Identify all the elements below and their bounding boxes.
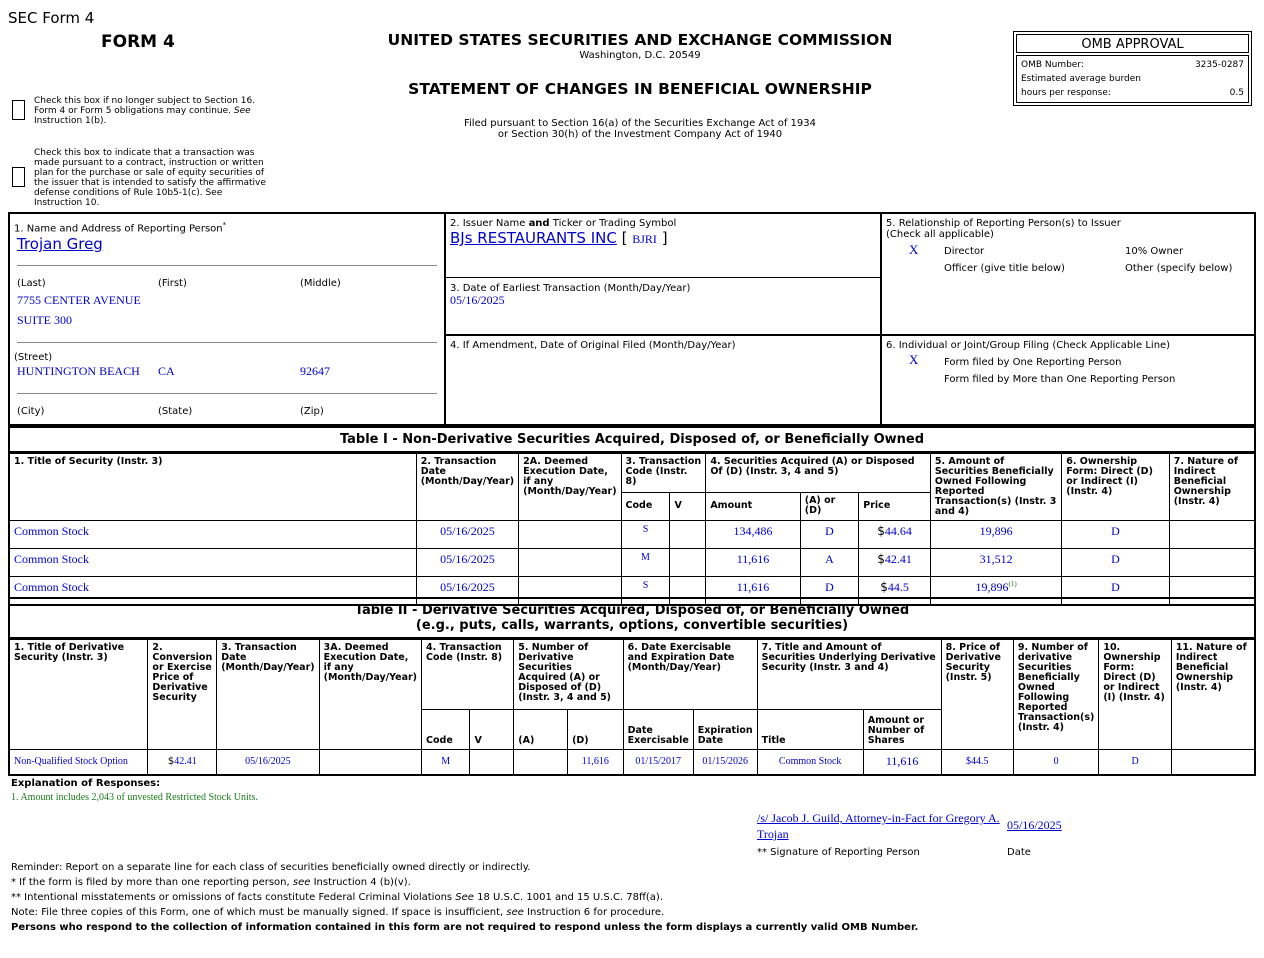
issuer-name-link[interactable]: BJs RESTAURANTS INC	[450, 229, 617, 247]
t2-h-exercisable: 6. Date Exercisable and Expiration Date (Month/Day/Year)	[623, 639, 757, 709]
t2-r0-conversion: $42.41	[148, 749, 217, 775]
director-check-mark: X	[909, 242, 919, 257]
t1-r2-form: D	[1062, 577, 1169, 605]
statement-title: STATEMENT OF CHANGES IN BENEFICIAL OWNERSHIP	[408, 80, 872, 98]
signature-date: 05/16/2025	[1007, 818, 1062, 832]
table2-title	[8, 597, 1256, 639]
explanation-title: Explanation of Responses:	[11, 778, 161, 789]
t1-r1-deemed	[519, 549, 621, 577]
t2-r0-a	[514, 749, 568, 775]
t1-sub-price: Price	[859, 492, 931, 520]
director-label: Director	[944, 246, 985, 257]
t1-r1-date: 05/16/2025	[416, 549, 518, 577]
table1-title: Table I - Non-Derivative Securities Acquired, Disposed of, or Beneficially Owned	[8, 426, 1256, 453]
officer-label: Officer (give title below)	[944, 263, 1065, 274]
city-value: HUNTINGTON BEACH	[17, 364, 140, 378]
t1-r1-owned: 31,512	[930, 549, 1061, 577]
footnote-star-1: * If the form is filed by more than one reporting person, see Instruction 4 (b)(v).	[11, 877, 411, 888]
t2-h-price: 8. Price of Derivative Security (Instr. 5)	[941, 639, 1013, 749]
t1-r0-nature	[1169, 521, 1255, 549]
t2-r0-price: $44.5	[941, 749, 1013, 775]
ten-percent-owner-label: 10% Owner	[1125, 246, 1184, 257]
table1	[8, 452, 1256, 606]
omb-number-value: 3235-0287	[1194, 60, 1244, 70]
street-line-2: SUITE 300	[17, 313, 72, 327]
t1-sub-aord: (A) or (D)	[800, 492, 859, 520]
t2-h-deemed: 3A. Deemed Execution Date, if any (Month/Day/Year)	[319, 639, 421, 749]
reporting-person-name-link[interactable]: Trojan Greg	[17, 235, 103, 253]
t1-r1-v	[670, 549, 706, 577]
t2-r0-title: Non-Qualified Stock Option	[9, 749, 148, 775]
box4-label: 4. If Amendment, Date of Original Filed (Month/Day/Year)	[450, 340, 736, 351]
t1-r2-price: $44.5	[859, 577, 931, 605]
t1-r0-price: $44.64	[859, 521, 931, 549]
omb-burden-label: Estimated average burden	[1021, 74, 1141, 84]
omb-persons-notice: Persons who respond to the collection of information contained in this form are not required to respond unless the form displays a currently valid OMB Number.	[11, 922, 919, 933]
t1-r1-price: $42.41	[859, 549, 931, 577]
box3-label: 3. Date of Earliest Transaction (Month/Day/Year)	[450, 283, 691, 294]
state-value: CA	[158, 364, 175, 378]
t2-r0-date: 05/16/2025	[217, 749, 319, 775]
t2-sub-d: (D)	[568, 709, 624, 749]
t1-h-acquired: 4. Securities Acquired (A) or Disposed Of (D) (Instr. 3, 4 and 5)	[706, 453, 931, 492]
middle-label: (Middle)	[300, 278, 341, 289]
reminder-text: Reminder: Report on a separate line for each class of securities beneficially owned directly or indirectly.	[11, 862, 531, 873]
t2-sub-v: V	[470, 709, 514, 749]
t2-sub-exercisable: Date Exercisable	[623, 709, 693, 749]
t1-r0-code: S	[621, 521, 670, 549]
t2-r0-underlying-title: Common Stock	[757, 749, 863, 775]
t1-r0-date: 05/16/2025	[416, 521, 518, 549]
box6-label: 6. Individual or Joint/Group Filing (Check Applicable Line)	[886, 340, 1171, 351]
t2-r0-nature	[1171, 749, 1255, 775]
t1-r0-aord: D	[800, 521, 859, 549]
t1-r1-code: M	[621, 549, 670, 577]
t1-r0-form: D	[1062, 521, 1169, 549]
t2-r0-v	[470, 749, 514, 775]
t1-r0-title: Common Stock	[9, 521, 416, 549]
t1-h-title: 1. Title of Security (Instr. 3)	[9, 453, 416, 521]
t2-r0-exercisable: 01/15/2017	[623, 749, 693, 775]
t1-r1-aord: A	[800, 549, 859, 577]
city-label: (City)	[17, 406, 45, 417]
t2-r0-underlying-amount: 11,616	[863, 749, 941, 775]
t1-r2-owned: 19,896$^{(1)}$	[930, 577, 1061, 605]
t1-r0-v	[670, 521, 706, 549]
t2-sub-expiration: Expiration Date	[693, 709, 757, 749]
t2-r0-deemed	[319, 749, 421, 775]
date-label: Date	[1007, 847, 1031, 858]
t2-r0-form: D	[1099, 749, 1171, 775]
rule10b5-checkbox[interactable]	[12, 167, 25, 187]
section16-checkbox-label: Check this box if no longer subject to Section 16. Form 4 or Form 5 obligations may continue. See Instruction 1(b).	[34, 96, 256, 126]
table2-title-line-1: Table II - Derivative Securities Acquired, Disposed of, or Beneficially Owned	[354, 603, 910, 618]
t2-h-nature: 11. Nature of Indirect Beneficial Ownership (Instr. 4)	[1171, 639, 1255, 749]
t2-h-underlying: 7. Title and Amount of Securities Underlying Derivative Security (Instr. 3 and 4)	[757, 639, 941, 709]
t2-h-number: 5. Number of Derivative Securities Acquired (A) or Disposed of (D) (Instr. 3, 4 and 5)	[514, 639, 623, 709]
t2-h-date: 3. Transaction Date (Month/Day/Year)	[217, 639, 319, 749]
table2-title-line-2: (e.g., puts, calls, warrants, options, convertible securities)	[415, 618, 849, 633]
box2-label: 2. Issuer Name and Ticker or Trading Symbol	[450, 218, 677, 229]
t1-r2-title: Common Stock	[9, 577, 416, 605]
t1-r0-deemed	[519, 521, 621, 549]
t2-sub-code: Code	[422, 709, 470, 749]
t1-r2-date: 05/16/2025	[416, 577, 518, 605]
t2-h-form: 10. Ownership Form: Direct (D) or Indirect (I) (Instr. 4)	[1099, 639, 1171, 749]
zip-label: (Zip)	[300, 406, 324, 417]
rule10b5-checkbox-label: Check this box to indicate that a transaction was made pursuant to a contract, instruction or written plan for the purchase or sale of equity securities of the issuer that is intended to satisfy the affirmative defense conditions of Rule 10b5-1(c). See Instruction 10.	[34, 148, 266, 208]
t2-r0-code: M	[422, 749, 470, 775]
t1-r1-nature	[1169, 549, 1255, 577]
t1-r2-code: S	[621, 577, 670, 605]
t1-r1-amount: 11,616	[706, 549, 800, 577]
t1-r0-amount: 134,486	[706, 521, 800, 549]
t1-sub-amount: Amount	[706, 492, 800, 520]
omb-approval-box	[1013, 31, 1252, 106]
t1-r2-aord: D	[800, 577, 859, 605]
t1-r0-owned: 19,896	[930, 521, 1061, 549]
one-person-check-mark: X	[909, 352, 919, 367]
form-name: FORM 4	[101, 32, 175, 52]
other-label: Other (specify below)	[1125, 263, 1233, 274]
filed-line-1: Filed pursuant to Section 16(a) of the Securities Exchange Act of 1934	[464, 118, 816, 129]
t1-r2-amount: 11,616	[706, 577, 800, 605]
t2-sub-amount: Amount or Number of Shares	[863, 709, 941, 749]
t1-h-owned: 5. Amount of Securities Beneficially Owned Following Reported Transaction(s) (Instr. 3 and 4)	[930, 453, 1061, 521]
omb-hours-label: hours per response:	[1021, 88, 1111, 98]
table-row	[9, 549, 1255, 577]
last-label: (Last)	[17, 278, 46, 289]
t2-h-owned: 9. Number of derivative Securities Beneficially Owned Following Reported Transaction(s) (Instr. 4)	[1013, 639, 1098, 749]
state-label: (State)	[158, 406, 193, 417]
agency-city: Washington, D.C. 20549	[579, 50, 701, 61]
box5-label-1: 5. Relationship of Reporting Person(s) to Issuer	[886, 218, 1121, 229]
first-label: (First)	[158, 278, 187, 289]
street-line-1: 7755 CENTER AVENUE	[17, 293, 141, 307]
street-label: (Street)	[14, 352, 53, 363]
table-row	[9, 521, 1255, 549]
t2-h-title: 1. Title of Derivative Security (Instr. 3)	[9, 639, 148, 749]
t2-r0-expiration: 01/15/2026	[693, 749, 757, 775]
t2-h-conversion: 2. Conversion or Exercise Price of Derivative Security	[148, 639, 217, 749]
omb-number-label: OMB Number:	[1021, 60, 1084, 70]
signature-link[interactable]: /s/ Jacob J. Guild, Attorney-in-Fact for Gregory A. Trojan	[757, 811, 1000, 841]
agency-title: UNITED STATES SECURITIES AND EXCHANGE COMMISSION	[387, 31, 893, 49]
omb-details	[1016, 55, 1249, 103]
multiple-persons-label: Form filed by More than One Reporting Person	[944, 374, 1176, 385]
t1-h-nature: 7. Nature of Indirect Beneficial Ownership (Instr. 4)	[1169, 453, 1255, 521]
t1-sub-code: Code	[621, 492, 670, 520]
issuer-line: BJs RESTAURANTS INC [ BJRI ]	[450, 229, 668, 247]
t1-h-form: 6. Ownership Form: Direct (D) or Indirect (I) (Instr. 4)	[1062, 453, 1169, 521]
box1-label: 1. Name and Address of Reporting Person*	[14, 221, 227, 235]
t1-h-code: 3. Transaction Code (Instr. 8)	[621, 453, 706, 492]
t2-h-code: 4. Transaction Code (Instr. 8)	[422, 639, 514, 709]
t1-h-deemed: 2A. Deemed Execution Date, if any (Month/Day/Year)	[519, 453, 621, 521]
footnote-1: 1. Amount includes 2,043 of unvested Restricted Stock Units.	[11, 792, 258, 803]
t1-h-date: 2. Transaction Date (Month/Day/Year)	[416, 453, 518, 521]
t1-r1-form: D	[1062, 549, 1169, 577]
omb-title: OMB APPROVAL	[1016, 34, 1249, 53]
footnote-star-2: ** Intentional misstatements or omissions of facts constitute Federal Criminal Violations See 18 U.S.C. 1001 and 15 U.S.C. 78ff(a).	[11, 892, 664, 903]
one-person-label: Form filed by One Reporting Person	[944, 357, 1122, 368]
earliest-transaction-date: 05/16/2025	[450, 293, 505, 307]
box5-label-2: (Check all applicable)	[886, 229, 994, 240]
table2	[8, 638, 1256, 776]
zip-value: 92647	[300, 364, 330, 378]
omb-hours-value: 0.5	[1229, 88, 1244, 98]
filed-line-2: or Section 30(h) of the Investment Company Act of 1940	[497, 129, 783, 140]
t1-r1-title: Common Stock	[9, 549, 416, 577]
t1-sub-v: V	[670, 492, 706, 520]
t2-sub-a: (A)	[514, 709, 568, 749]
t2-r0-owned: 0	[1013, 749, 1098, 775]
signature-label: ** Signature of Reporting Person	[757, 847, 920, 858]
ticker-symbol: BJRI	[632, 232, 657, 246]
t2-r0-d: 11,616	[568, 749, 624, 775]
t2-sub-title: Title	[757, 709, 863, 749]
sec-form-label: SEC Form 4	[8, 9, 95, 27]
table-row	[9, 749, 1255, 775]
note-text: Note: File three copies of this Form, one of which must be manually signed. If space is insufficient, see Instruction 6 for procedure.	[11, 907, 665, 918]
section16-checkbox[interactable]	[12, 100, 25, 120]
